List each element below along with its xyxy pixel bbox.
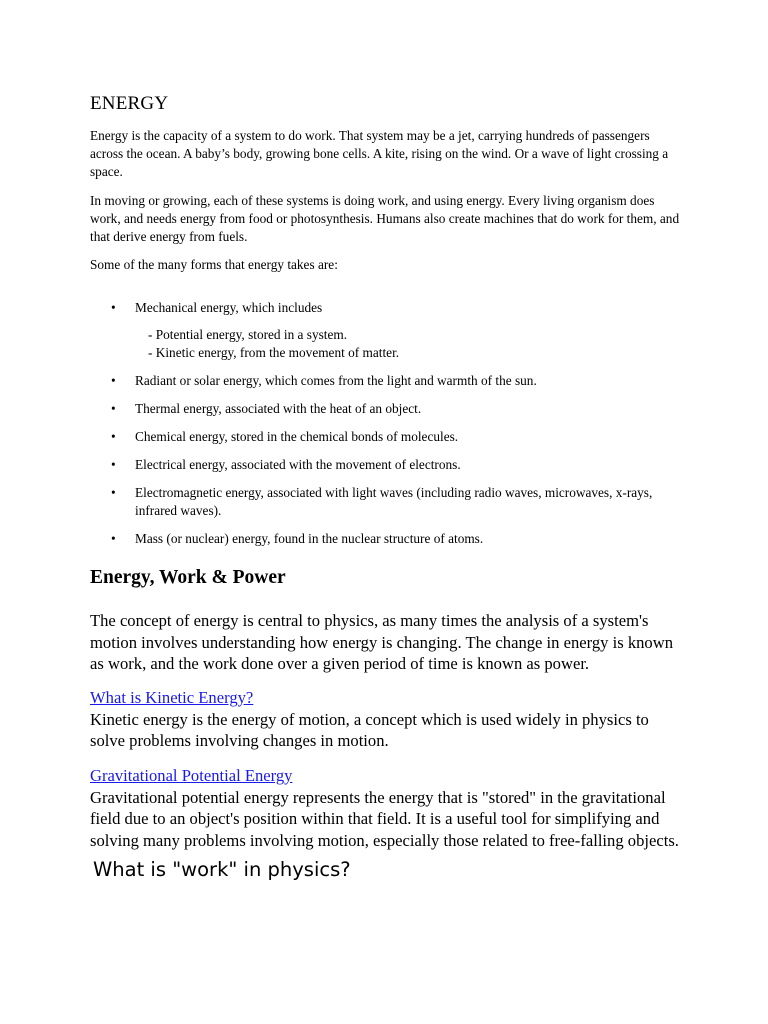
sublist-item: - Kinetic energy, from the movement of matter. <box>148 345 400 360</box>
intro-paragraph-3: Some of the many forms that energy takes are: <box>90 257 338 272</box>
gravitational-potential-energy-link[interactable]: Gravitational Potential Energy <box>90 766 293 785</box>
section-paragraph: The concept of energy is central to physics, as many times the analysis of a system's motion involves understanding how energy is changing. The change in energy is known as work, and the work done over a given period of time is known as power. <box>90 611 673 673</box>
intro-paragraph-2: In moving or growing, each of these systems is doing work, and using energy. Every living organism does work, and needs energy from food or photosynthesis. Humans also create machines that do work for them, and that derive energy from fuels. <box>90 193 680 244</box>
energy-forms-list <box>90 299 680 558</box>
list-item: • Electromagnetic energy, associated with light waves (including radio waves, microwaves, x-rays, infrared waves). <box>90 484 680 520</box>
list-item: • Radiant or solar energy, which comes from the light and warmth of the sun. <box>90 372 680 390</box>
gravitational-energy-block <box>90 765 680 851</box>
document-title: ENERGY <box>90 93 169 114</box>
list-item: • Mass (or nuclear) energy, found in the nuclear structure of atoms. <box>90 530 680 548</box>
mechanical-sublist <box>148 326 680 362</box>
list-item: • Electrical energy, associated with the movement of electrons. <box>90 456 680 474</box>
list-item: • Thermal energy, associated with the heat of an object. <box>90 400 680 418</box>
intro-paragraph-1: Energy is the capacity of a system to do work. That system may be a jet, carrying hundreds of passengers across the ocean. A baby’s body, growing bone cells. A kite, rising on the wind. Or a wave of light crossing a space. <box>90 128 669 179</box>
next-section-heading: What is "work" in physics? <box>93 858 351 881</box>
kinetic-energy-text: Kinetic energy is the energy of motion, a concept which is used widely in physics to solve problems involving changes in motion. <box>90 709 649 750</box>
list-item-label: Mechanical energy, which includes <box>135 300 323 315</box>
list-item: • Chemical energy, stored in the chemical bonds of molecules. <box>90 428 680 446</box>
kinetic-energy-link[interactable]: What is Kinetic Energy? <box>90 688 254 707</box>
gravitational-energy-text: Gravitational potential energy represents the energy that is "stored" in the gravitational field due to an object's position within that field. It is a useful tool for simplifying and solving many problems involving motion, especially those related to free-falling objects. <box>90 787 679 850</box>
kinetic-energy-block <box>90 687 680 752</box>
sublist-item: - Potential energy, stored in a system. <box>148 327 348 342</box>
section-heading: Energy, Work & Power <box>90 567 286 588</box>
list-item <box>90 299 680 362</box>
